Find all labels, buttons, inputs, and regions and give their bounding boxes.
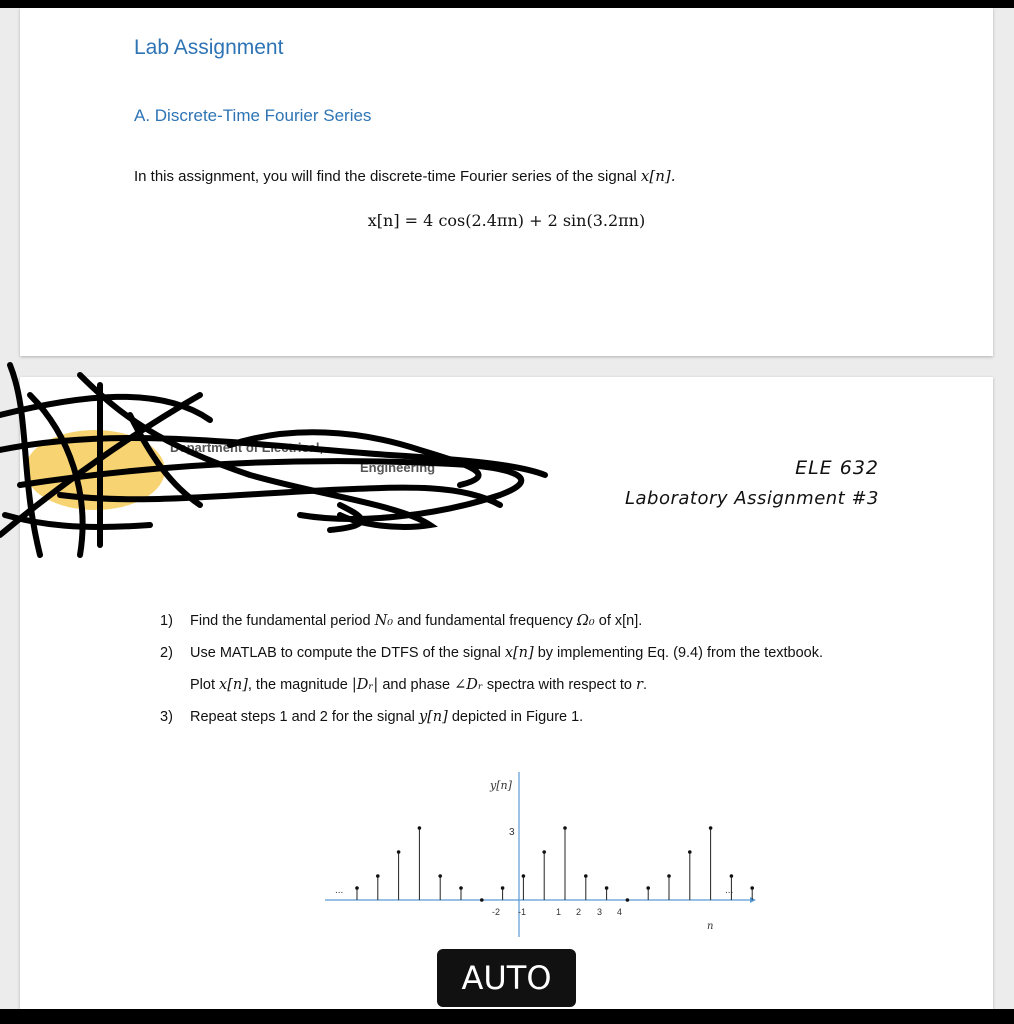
stem-series xyxy=(355,826,765,902)
stem-point xyxy=(397,850,401,854)
task-list xyxy=(160,605,920,733)
stem-point xyxy=(584,874,588,878)
task-item xyxy=(160,701,920,733)
task-number: 3) xyxy=(160,709,173,725)
stem-point xyxy=(605,886,609,890)
tick-label: 4 xyxy=(617,907,623,917)
x-axis-label: n xyxy=(707,921,714,932)
task-text: of x[n]. xyxy=(594,613,643,629)
task-text: . xyxy=(642,677,647,693)
task-math: r xyxy=(636,677,643,693)
stem-point xyxy=(522,874,526,878)
stem-point xyxy=(355,886,359,890)
stem-point xyxy=(501,886,505,890)
stem-point xyxy=(709,826,713,830)
stem-point xyxy=(626,898,630,902)
redacted-text-1: Department of Electrical, xyxy=(170,440,324,455)
task-text: Use MATLAB to compute the DTFS of the signal xyxy=(190,645,505,661)
y-axis-label: y[n] xyxy=(490,779,512,792)
intro-paragraph xyxy=(134,167,675,185)
task-math: x[n] xyxy=(219,677,248,693)
task-math: N₀ xyxy=(374,613,394,629)
tick-labels xyxy=(492,907,622,917)
document-page-1 xyxy=(20,8,993,356)
section-heading: A. Discrete-Time Fourier Series xyxy=(134,106,372,125)
stem-point xyxy=(459,886,463,890)
auto-badge[interactable]: AUTO xyxy=(437,949,576,1007)
x-axis-arrow xyxy=(750,897,756,903)
stem-point xyxy=(418,826,422,830)
tick-label: -2 xyxy=(492,907,501,917)
stem-point xyxy=(730,874,734,878)
signal-equation: x[n] = 4 cos(2.4πn) + 2 sin(3.2πn) xyxy=(367,211,646,230)
task-text: Repeat steps 1 and 2 for the signal xyxy=(190,709,419,725)
task-2-continuation xyxy=(160,669,920,701)
intro-text: In this assignment, you will find the discrete-time Fourier series of the signal xyxy=(134,168,641,185)
task-text: Find the fundamental period xyxy=(190,613,375,629)
redacted-text-2: Engineering xyxy=(360,460,436,475)
task-number: 2) xyxy=(160,645,173,661)
stem-point xyxy=(563,826,567,830)
task-math: ∠Dᵣ xyxy=(454,677,483,693)
task-math: |Dᵣ| xyxy=(351,677,379,693)
task-text: and phase xyxy=(378,677,455,693)
stem-point xyxy=(688,850,692,854)
task-item xyxy=(160,605,920,637)
tick-label: 3 xyxy=(597,907,603,917)
task-text: spectra with respect to xyxy=(482,677,637,693)
stem-point xyxy=(376,874,380,878)
stem-point xyxy=(750,886,754,890)
task-text: , the magnitude xyxy=(247,677,352,693)
task-item xyxy=(160,637,920,669)
task-text: by implementing Eq. (9.4) from the textbook. xyxy=(533,645,824,661)
stem-point xyxy=(480,898,484,902)
page-heading: Lab Assignment xyxy=(134,36,284,59)
lab-title: Laboratory Assignment #3 xyxy=(624,488,879,509)
task-number: 1) xyxy=(160,613,173,629)
stem-point xyxy=(542,850,546,854)
intro-signal: x[n]. xyxy=(640,167,676,185)
tick-label: 2 xyxy=(576,907,582,917)
task-text: and fundamental frequency xyxy=(393,613,577,629)
task-math: y[n] xyxy=(418,709,448,725)
tick-label: 1 xyxy=(556,907,562,917)
right-ellipsis: ... xyxy=(725,885,734,896)
peak-label: 3 xyxy=(509,827,515,838)
task-math: x[n] xyxy=(504,645,534,661)
tick-label: -1 xyxy=(518,907,527,917)
task-text: depicted in Figure 1. xyxy=(447,709,584,725)
stem-point xyxy=(646,886,650,890)
left-ellipsis: ... xyxy=(335,885,344,896)
figure-1-stem-plot xyxy=(325,767,765,947)
task-text: Plot xyxy=(190,677,220,693)
course-code: ELE 632 xyxy=(795,457,879,479)
stem-point xyxy=(667,874,671,878)
stem-point xyxy=(438,874,442,878)
redaction-scribble xyxy=(0,355,560,585)
task-math: Ω₀ xyxy=(576,613,595,629)
